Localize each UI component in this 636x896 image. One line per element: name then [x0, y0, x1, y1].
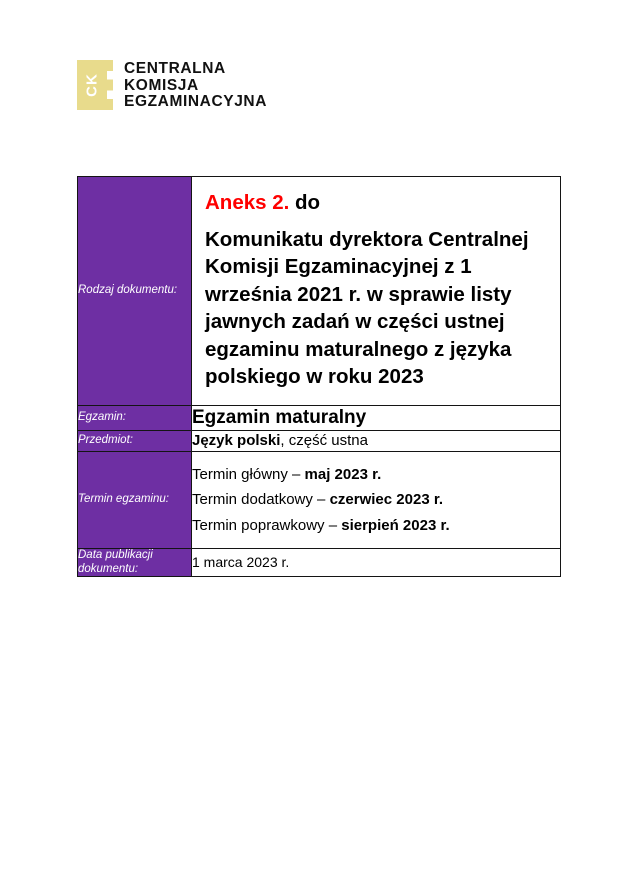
exam-term-main-label: Termin główny –: [192, 465, 305, 483]
label-publication-date-line-2: dokumentu:: [78, 562, 139, 575]
value-publication-date-cell: [192, 549, 561, 577]
value-subject-cell: [192, 430, 561, 451]
value-subject: [192, 431, 560, 451]
exam-term-additional: [192, 487, 560, 513]
aneks-number: Aneks 2.: [205, 191, 290, 214]
label-exam-term: Termin egzaminu:: [78, 451, 192, 549]
value-document-title: [192, 177, 561, 406]
value-subject-part: , część ustna: [280, 431, 368, 449]
exam-term-resit-label: Termin poprawkowy –: [192, 516, 342, 534]
exam-term-main: [192, 462, 560, 488]
cke-logo-mark-icon: [77, 60, 113, 110]
value-publication-date: 1 marca 2023 r.: [192, 554, 290, 570]
exam-term-additional-date: czerwiec 2023 r.: [329, 491, 444, 508]
label-publication-date: [78, 549, 192, 577]
document-metadata-table: [77, 176, 561, 577]
value-subject-language: Język polski: [192, 431, 281, 449]
table-row-subject: [78, 430, 561, 451]
label-document-type: Rodzaj dokumentu:: [78, 177, 192, 406]
table-row-document-type: [78, 177, 561, 406]
cke-logo-wordmark: [124, 60, 267, 111]
table-row-publication-date: [78, 549, 561, 577]
value-exam: Egzamin maturalny: [192, 406, 367, 428]
label-subject: Przedmiot:: [78, 430, 192, 451]
table-row-exam-term: [78, 451, 561, 549]
label-publication-date-line-1: Data publikacji: [78, 549, 153, 561]
exam-term-list: [192, 462, 560, 539]
aneks-suffix: do: [289, 191, 321, 214]
value-exam-cell: [192, 405, 561, 430]
label-exam: Egzamin:: [78, 405, 192, 430]
cke-logo-line-3: EGZAMINACYJNA: [124, 93, 268, 111]
exam-term-main-date: maj 2023 r.: [304, 465, 382, 483]
document-title-body: Komunikatu dyrektora Centralnej Komisji Egzaminacyjnej z 1 września 2021 r. w sprawie listy jawnych zadań w części ustnej egzaminu maturalnego z języka polskiego w roku 2023: [205, 227, 529, 388]
cke-logo: [77, 60, 267, 111]
cke-logo-line-1: CENTRALNA: [124, 60, 226, 77]
svg-text:CK: CK: [83, 73, 101, 97]
exam-term-resit-date: sierpień 2023 r.: [341, 516, 450, 534]
cke-logo-line-2: KOMISJA: [124, 76, 199, 94]
exam-term-resit: [192, 513, 560, 539]
exam-term-additional-label: Termin dodatkowy –: [192, 491, 330, 508]
table-row-exam: [78, 405, 561, 430]
document-title-lead: [205, 189, 550, 217]
value-exam-term-cell: [192, 451, 561, 549]
